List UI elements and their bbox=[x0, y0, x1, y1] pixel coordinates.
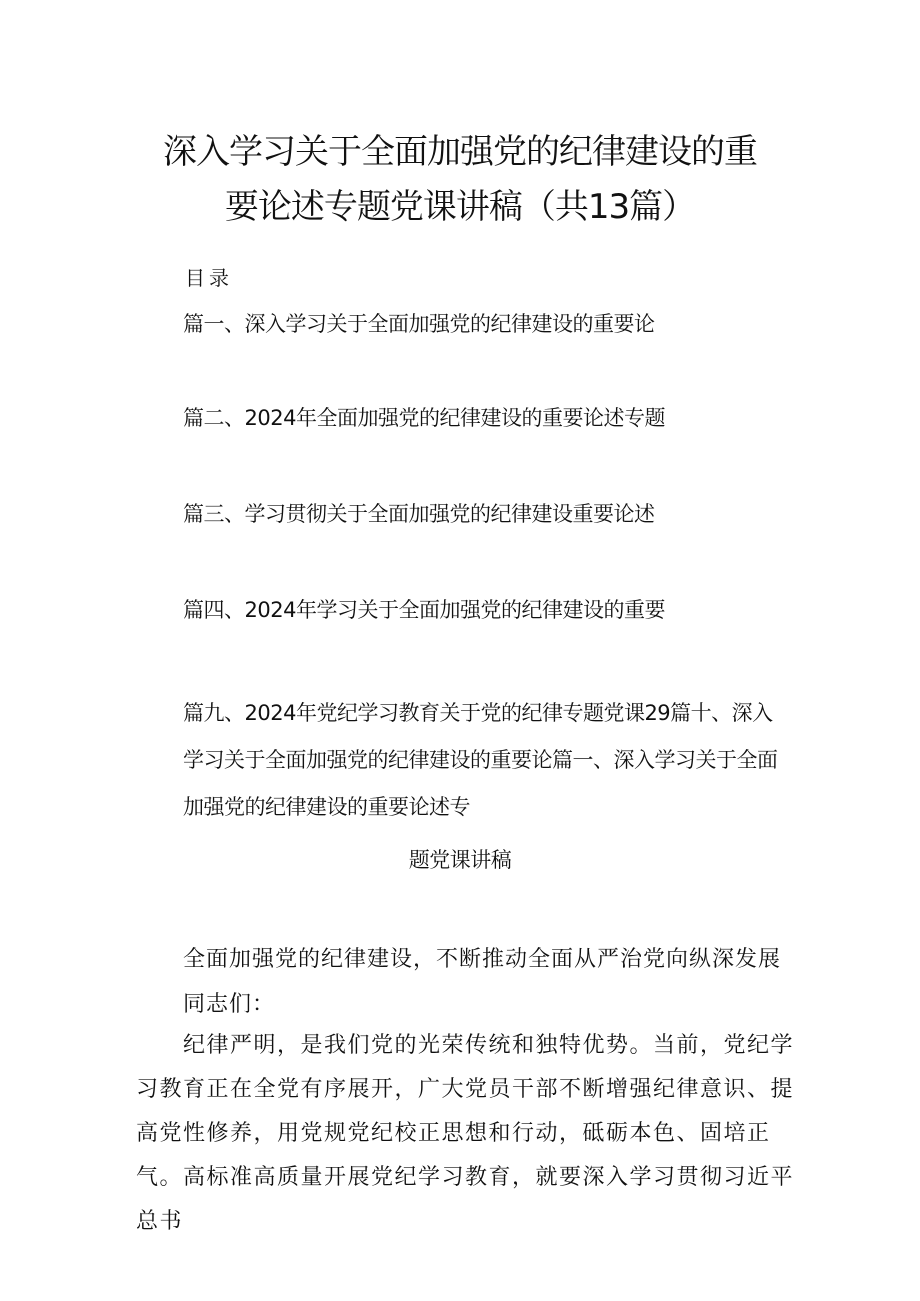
toc-label: 目录 bbox=[185, 266, 233, 290]
document-title-line-2: 要论述专题党课讲稿（共13篇） bbox=[224, 187, 696, 227]
speech-greeting: 同志们： bbox=[183, 992, 276, 1017]
toc-item: 篇四、2024年学习关于全面加强党的纪律建设的重要 bbox=[183, 598, 665, 622]
document-title-line-1: 深入学习关于全面加强党的纪律建设的重 bbox=[163, 132, 757, 172]
toc-item: 篇三、学习贯彻关于全面加强党的纪律建设重要论述 bbox=[183, 502, 655, 526]
speech-heading: 全面加强党的纪律建设，不断推动全面从严治党向纵深发展 bbox=[183, 947, 782, 972]
toc-item: 篇一、深入学习关于全面加强党的纪律建设的重要论 bbox=[183, 312, 655, 336]
toc-item: 篇二、2024年全面加强党的纪律建设的重要论述专题 bbox=[183, 406, 665, 430]
section-subtitle: 题党课讲稿 bbox=[408, 848, 512, 872]
toc-item: 篇九、2024年党纪学习教育关于党的纪律专题党课29篇十、深入学习关于全面加强党的纪律建设的重要论篇一、深入学习关于全面加强党的纪律建设的重要论述专 bbox=[183, 701, 778, 819]
speech-paragraph: 纪律严明，是我们党的光荣传统和独特优势。当前，党纪学习教育正在全党有序展开，广大党员干部不断增强纪律意识、提高党性修养，用党规党纪校正思想和行动，砥砺本色、固培正气。高标准高质量开展党纪学习教育，就要深入学习贯彻习近平总书 bbox=[136, 1033, 795, 1234]
